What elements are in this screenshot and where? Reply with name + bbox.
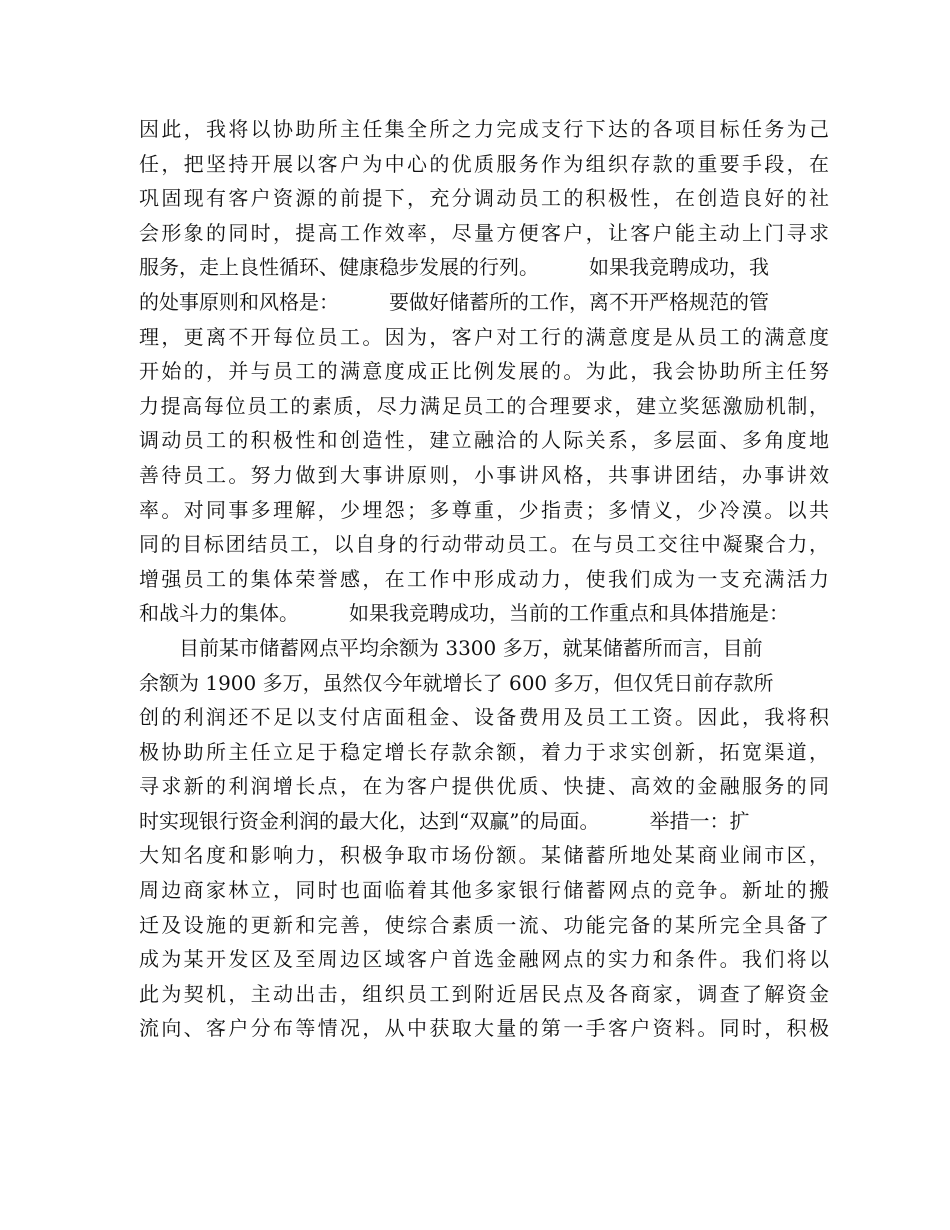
text-line-27: 流向、客户分布等情况，从中获取大量的第一手客户资料。同时，积极 <box>139 1016 829 1041</box>
text-line-26: 此为契机，主动出击，组织员工到附近居民点及各商家，调查了解资金 <box>139 981 829 1006</box>
text-line-17: 余额为 1900 多万，虽然仅今年就增长了 600 多万，但仅凭日前存款所 <box>139 670 774 695</box>
text-line-13: 同的目标团结员工，以自身的行动带动员工。在与员工交往中凝聚合力， <box>139 532 829 557</box>
text-line-3: 巩固现有客户资源的前提下，充分调动员工的积极性，在创造良好的社 <box>139 186 829 211</box>
text-line-5: 服务，走上良性循环、健康稳步发展的行列。 如果我竞聘成功，我 <box>139 255 769 280</box>
text-line-8: 开始的，并与员工的满意度成正比例发展的。为此，我会协助所主任努 <box>139 359 829 384</box>
text-line-12: 率。对同事多理解，少埋怨；多尊重，少指责；多情义，少冷漠。以共 <box>139 497 829 522</box>
text-line-23: 周边商家林立，同时也面临着其他多家银行储蓄网点的竞争。新址的搬 <box>139 878 829 903</box>
body-text <box>139 112 829 1046</box>
text-line-10: 调动员工的积极性和创造性，建立融洽的人际关系，多层面、多角度地 <box>139 428 829 453</box>
text-line-24: 迁及设施的更新和完善，使综合素质一流、功能完备的某所完全具备了 <box>139 912 829 937</box>
text-line-20: 寻求新的利润增长点，在为客户提供优质、快捷、高效的金融服务的同 <box>139 774 829 799</box>
text-line-6: 的处事原则和风格是： 要做好储蓄所的工作，离不开严格规范的管 <box>139 289 769 314</box>
text-line-11: 善待员工。努力做到大事讲原则，小事讲风格，共事讲团结，办事讲效 <box>139 462 829 487</box>
text-line-16: 目前某市储蓄网点平均余额为 3300 多万，就某储蓄所而言，目前 <box>139 635 763 660</box>
text-line-21: 时实现银行资金利润的最大化，达到“双赢”的局面。 举措一：扩 <box>139 808 750 833</box>
text-line-9: 力提高每位员工的素质，尽力满足员工的合理要求，建立奖惩激励机制， <box>139 393 829 418</box>
text-line-22: 大知名度和影响力，积极争取市场份额。某储蓄所地处某商业闹市区， <box>139 843 829 868</box>
text-line-19: 极协助所主任立足于稳定增长存款余额，着力于求实创新，拓宽渠道， <box>139 739 829 764</box>
text-line-7: 理，更离不开每位员工。因为，客户对工行的满意度是从员工的满意度 <box>139 324 829 349</box>
text-line-4: 会形象的同时，提高工作效率，尽量方便客户，让客户能主动上门寻求 <box>139 220 829 245</box>
text-line-2: 任，把坚持开展以客户为中心的优质服务作为组织存款的重要手段，在 <box>139 151 829 176</box>
text-line-25: 成为某开发区及至周边区域客户首选金融网点的实力和条件。我们将以 <box>139 947 829 972</box>
text-line-14: 增强员工的集体荣誉感，在工作中形成动力，使我们成为一支充满活力 <box>139 566 829 591</box>
text-line-1: 因此，我将以协助所主任集全所之力完成支行下达的各项目标任务为己 <box>139 117 829 141</box>
text-line-15: 和战斗力的集体。 如果我竞聘成功，当前的工作重点和具体措施是： <box>139 601 789 626</box>
text-line-18: 创的利润还不足以支付店面租金、设备费用及员工工资。因此，我将积 <box>139 705 829 730</box>
